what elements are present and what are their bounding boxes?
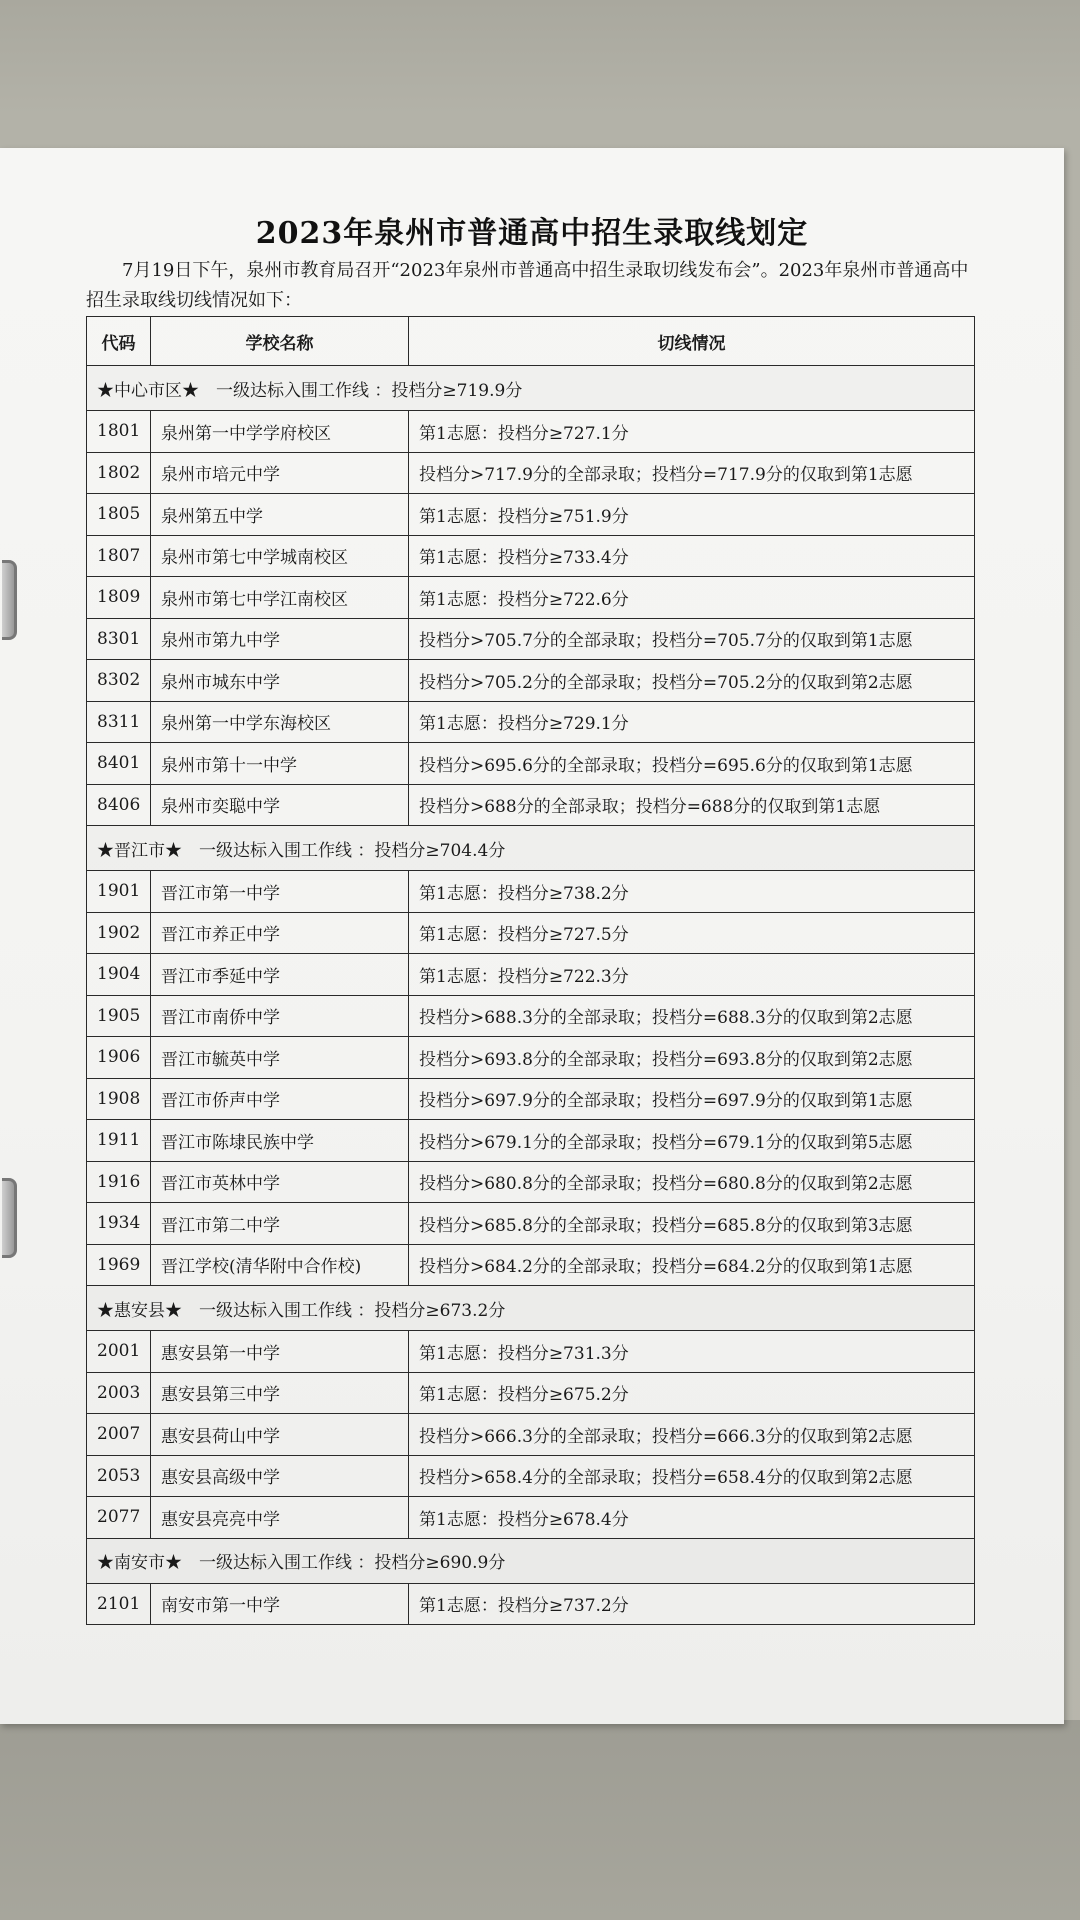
district-heading: ★惠安县★ 一级达标入围工作线 ：投档分≥673.2分	[87, 1286, 975, 1331]
table-row	[87, 411, 975, 453]
cutoff-cell: 投档分>666.3分的全部录取；投档分=666.3分的仅取到第2志愿	[409, 1414, 975, 1456]
school-name-cell: 泉州第五中学	[151, 494, 409, 536]
cutoff-cell: 第1志愿：投档分≥737.2分	[409, 1583, 975, 1625]
cutoff-cell: 投档分>688.3分的全部录取；投档分=688.3分的仅取到第2志愿	[409, 995, 975, 1037]
school-name-cell: 泉州第一中学学府校区	[151, 411, 409, 453]
school-name-cell: 泉州市第七中学江南校区	[151, 577, 409, 619]
school-name-cell: 泉州市培元中学	[151, 452, 409, 494]
cutoff-cell: 第1志愿：投档分≥727.5分	[409, 912, 975, 954]
cutoff-cell: 第1志愿：投档分≥722.6分	[409, 577, 975, 619]
school-code-cell: 1807	[87, 535, 151, 577]
school-name-cell: 泉州第一中学东海校区	[151, 701, 409, 743]
table-row	[87, 954, 975, 996]
school-code-cell: 1805	[87, 494, 151, 536]
table-row	[87, 1203, 975, 1245]
header-school-name: 学校名称	[151, 317, 409, 366]
intro-paragraph: 7月19日下午，泉州市教育局召开“2023年泉州市普通高中招生录取切线发布会”。2023年泉州市普通高中招生录取线切线情况如下：	[86, 260, 969, 311]
cutoff-cell: 投档分>697.9分的全部录取；投档分=697.9分的仅取到第1志愿	[409, 1078, 975, 1120]
school-name-cell: 晋江市养正中学	[151, 912, 409, 954]
school-code-cell: 8401	[87, 743, 151, 785]
cutoff-cell: 投档分>680.8分的全部录取；投档分=680.8分的仅取到第2志愿	[409, 1161, 975, 1203]
cutoff-cell: 投档分>693.8分的全部录取；投档分=693.8分的仅取到第2志愿	[409, 1037, 975, 1079]
school-name-cell: 惠安县第三中学	[151, 1372, 409, 1414]
cutoff-cell: 投档分>684.2分的全部录取；投档分=684.2分的仅取到第1志愿	[409, 1244, 975, 1286]
table-body	[87, 366, 975, 1625]
cutoff-cell: 第1志愿：投档分≥727.1分	[409, 411, 975, 453]
school-code-cell: 1802	[87, 452, 151, 494]
school-name-cell: 泉州市第七中学城南校区	[151, 535, 409, 577]
school-code-cell: 1901	[87, 871, 151, 913]
district-heading: ★中心市区★ 一级达标入围工作线 ：投档分≥719.9分	[87, 366, 975, 411]
school-code-cell: 1809	[87, 577, 151, 619]
school-name-cell: 泉州市城东中学	[151, 660, 409, 702]
table-row	[87, 1372, 975, 1414]
cutoff-cell: 投档分>679.1分的全部录取；投档分=679.1分的仅取到第5志愿	[409, 1120, 975, 1162]
school-code-cell: 1904	[87, 954, 151, 996]
table-row	[87, 577, 975, 619]
table-row	[87, 1037, 975, 1079]
table-row	[87, 1078, 975, 1120]
table-row	[87, 535, 975, 577]
school-name-cell: 泉州市第九中学	[151, 618, 409, 660]
school-name-cell: 南安市第一中学	[151, 1583, 409, 1625]
district-heading-row	[87, 1286, 975, 1331]
school-code-cell: 1801	[87, 411, 151, 453]
school-name-cell: 晋江市南侨中学	[151, 995, 409, 1037]
table-row	[87, 743, 975, 785]
school-name-cell: 泉州市奕聪中学	[151, 784, 409, 826]
school-code-cell: 2077	[87, 1497, 151, 1539]
school-name-cell: 惠安县高级中学	[151, 1455, 409, 1497]
school-code-cell: 8406	[87, 784, 151, 826]
cutoff-cell: 投档分>705.7分的全部录取；投档分=705.7分的仅取到第1志愿	[409, 618, 975, 660]
document-title: 2023年泉州市普通高中招生录取线划定	[255, 216, 809, 251]
table-row	[87, 995, 975, 1037]
school-name-cell: 晋江市第二中学	[151, 1203, 409, 1245]
cutoff-cell: 第1志愿：投档分≥722.3分	[409, 954, 975, 996]
document-page	[0, 148, 1064, 1724]
district-heading-row	[87, 826, 975, 871]
cutoff-cell: 第1志愿：投档分≥731.3分	[409, 1331, 975, 1373]
table-row	[87, 1244, 975, 1286]
cutoff-cell: 投档分>685.8分的全部录取；投档分=685.8分的仅取到第3志愿	[409, 1203, 975, 1245]
header-code: 代码	[87, 317, 151, 366]
school-code-cell: 8302	[87, 660, 151, 702]
table-row	[87, 1161, 975, 1203]
table-row	[87, 1455, 975, 1497]
school-code-cell: 1934	[87, 1203, 151, 1245]
cutoff-cell: 投档分>658.4分的全部录取；投档分=658.4分的仅取到第2志愿	[409, 1455, 975, 1497]
school-code-cell: 2101	[87, 1583, 151, 1625]
school-name-cell: 惠安县荷山中学	[151, 1414, 409, 1456]
table-header-row	[87, 317, 975, 366]
school-name-cell: 惠安县亮亮中学	[151, 1497, 409, 1539]
cutoff-cell: 第1志愿：投档分≥675.2分	[409, 1372, 975, 1414]
cutoff-cell: 第1志愿：投档分≥751.9分	[409, 494, 975, 536]
school-name-cell: 晋江市侨声中学	[151, 1078, 409, 1120]
school-code-cell: 8301	[87, 618, 151, 660]
cutoff-cell: 第1志愿：投档分≥678.4分	[409, 1497, 975, 1539]
header-cutoff: 切线情况	[409, 317, 975, 366]
table-row	[87, 912, 975, 954]
school-name-cell: 晋江市英林中学	[151, 1161, 409, 1203]
table-row	[87, 660, 975, 702]
school-name-cell: 晋江市陈埭民族中学	[151, 1120, 409, 1162]
background-floor	[0, 1720, 1080, 1920]
school-name-cell: 惠安县第一中学	[151, 1331, 409, 1373]
table-row	[87, 701, 975, 743]
cutoff-cell: 第1志愿：投档分≥738.2分	[409, 871, 975, 913]
school-code-cell: 1911	[87, 1120, 151, 1162]
staple-bottom	[2, 1178, 17, 1258]
school-name-cell: 晋江市第一中学	[151, 871, 409, 913]
school-code-cell: 2053	[87, 1455, 151, 1497]
cutoff-cell: 投档分>695.6分的全部录取；投档分=695.6分的仅取到第1志愿	[409, 743, 975, 785]
school-name-cell: 晋江市毓英中学	[151, 1037, 409, 1079]
cutoff-table	[86, 316, 975, 1625]
table-row	[87, 494, 975, 536]
table-row	[87, 1497, 975, 1539]
table-row	[87, 784, 975, 826]
district-heading-row	[87, 366, 975, 411]
district-heading: ★南安市★ 一级达标入围工作线 ：投档分≥690.9分	[87, 1538, 975, 1583]
school-code-cell: 1905	[87, 995, 151, 1037]
school-code-cell: 1902	[87, 912, 151, 954]
school-code-cell: 2001	[87, 1331, 151, 1373]
cutoff-cell: 第1志愿：投档分≥729.1分	[409, 701, 975, 743]
school-code-cell: 1916	[87, 1161, 151, 1203]
school-name-cell: 晋江市季延中学	[151, 954, 409, 996]
table-row	[87, 1331, 975, 1373]
school-code-cell: 1969	[87, 1244, 151, 1286]
table-row	[87, 618, 975, 660]
school-code-cell: 1908	[87, 1078, 151, 1120]
cutoff-cell: 投档分>717.9分的全部录取；投档分=717.9分的仅取到第1志愿	[409, 452, 975, 494]
cutoff-cell: 投档分>688分的全部录取；投档分=688分的仅取到第1志愿	[409, 784, 975, 826]
school-name-cell: 晋江学校(清华附中合作校)	[151, 1244, 409, 1286]
school-code-cell: 2003	[87, 1372, 151, 1414]
table-row	[87, 1120, 975, 1162]
district-heading: ★晋江市★ 一级达标入围工作线 ：投档分≥704.4分	[87, 826, 975, 871]
school-code-cell: 2007	[87, 1414, 151, 1456]
cutoff-cell: 第1志愿：投档分≥733.4分	[409, 535, 975, 577]
school-code-cell: 8311	[87, 701, 151, 743]
table-row	[87, 1414, 975, 1456]
school-name-cell: 泉州市第十一中学	[151, 743, 409, 785]
table-row	[87, 871, 975, 913]
cutoff-cell: 投档分>705.2分的全部录取；投档分=705.2分的仅取到第2志愿	[409, 660, 975, 702]
table-row	[87, 1583, 975, 1625]
staple-top	[2, 560, 17, 640]
school-code-cell: 1906	[87, 1037, 151, 1079]
district-heading-row	[87, 1538, 975, 1583]
table-row	[87, 452, 975, 494]
